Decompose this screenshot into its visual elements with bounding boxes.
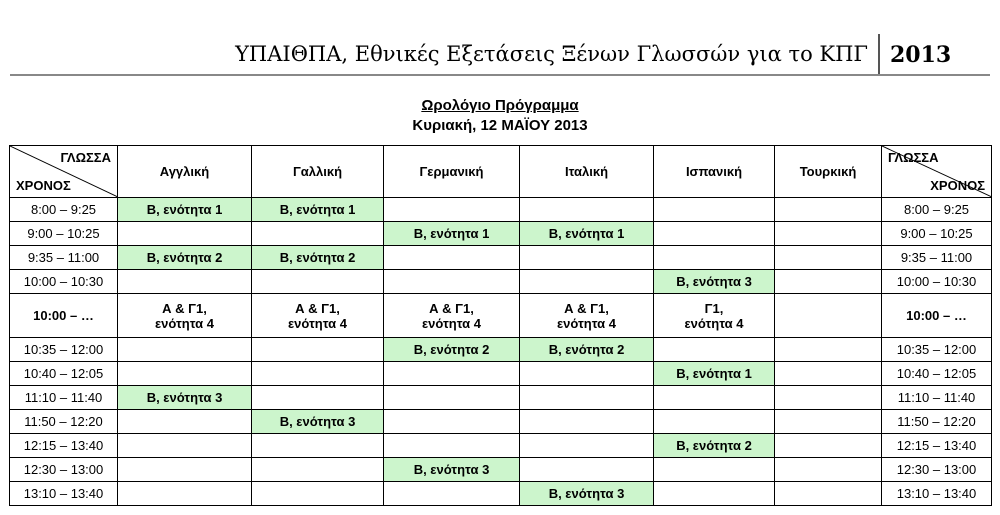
exam-cell: Β, ενότητα 2 (384, 338, 520, 362)
table-row (10, 198, 992, 222)
empty-cell (252, 386, 384, 410)
empty-cell (775, 362, 882, 386)
empty-cell (384, 434, 520, 458)
empty-cell (118, 410, 252, 434)
corner-time-label: ΧΡΟΝΟΣ (930, 178, 985, 193)
corner-cell-left (10, 146, 118, 198)
table-row (10, 294, 992, 338)
empty-cell (384, 198, 520, 222)
header-title: ΥΠΑΙΘΠΑ, Εθνικές Εξετάσεις Ξένων Γλωσσών για το ΚΠΓ (235, 42, 868, 66)
exam-cell: Β, ενότητα 2 (252, 246, 384, 270)
exam-cell: Β, ενότητα 2 (118, 246, 252, 270)
time-cell: 10:40 – 12:05 (10, 362, 118, 386)
corner-language-label: ΓΛΩΣΣΑ (888, 150, 939, 165)
time-cell: 13:10 – 13:40 (882, 482, 992, 506)
column-header: Γαλλική (252, 146, 384, 198)
column-header: Ισπανική (654, 146, 775, 198)
empty-cell (654, 246, 775, 270)
document-subtitle: Κυριακή, 12 ΜΑΪΟΥ 2013 (412, 117, 588, 134)
exam-cell: Β, ενότητα 3 (520, 482, 654, 506)
empty-cell (654, 222, 775, 246)
table-row (10, 246, 992, 270)
time-cell: 11:10 – 11:40 (882, 386, 992, 410)
time-cell: 8:00 – 9:25 (882, 198, 992, 222)
exam-cell: Β, ενότητα 3 (654, 270, 775, 294)
time-cell: 13:10 – 13:40 (10, 482, 118, 506)
time-cell: 8:00 – 9:25 (10, 198, 118, 222)
header-row (10, 146, 992, 198)
time-cell: 9:00 – 10:25 (882, 222, 992, 246)
corner-time-label: ΧΡΟΝΟΣ (16, 178, 71, 193)
empty-cell (252, 222, 384, 246)
empty-cell (252, 362, 384, 386)
empty-cell (775, 386, 882, 410)
header-year: 2013 (890, 42, 952, 68)
exam-cell: Β, ενότητα 2 (654, 434, 775, 458)
document-title: Ωρολόγιο Πρόγραμμα (421, 97, 579, 114)
table-row (10, 410, 992, 434)
exam-cell: Β, ενότητα 1 (384, 222, 520, 246)
empty-cell (252, 434, 384, 458)
empty-cell (118, 458, 252, 482)
empty-cell (654, 338, 775, 362)
exam-cell: Α & Γ1, ενότητα 4 (118, 294, 252, 338)
time-cell: 11:50 – 12:20 (10, 410, 118, 434)
empty-cell (520, 270, 654, 294)
empty-cell (654, 410, 775, 434)
time-cell: 12:30 – 13:00 (10, 458, 118, 482)
empty-cell (384, 362, 520, 386)
empty-cell (775, 458, 882, 482)
time-cell: 10:00 – 10:30 (882, 270, 992, 294)
table-row (10, 270, 992, 294)
empty-cell (775, 198, 882, 222)
empty-cell (118, 482, 252, 506)
exam-cell: Α & Γ1, ενότητα 4 (384, 294, 520, 338)
exam-cell: Β, ενότητα 3 (118, 386, 252, 410)
empty-cell (118, 270, 252, 294)
table-row (10, 434, 992, 458)
column-header: Αγγλική (118, 146, 252, 198)
empty-cell (775, 294, 882, 338)
time-cell: 9:35 – 11:00 (882, 246, 992, 270)
table-row (10, 386, 992, 410)
empty-cell (520, 362, 654, 386)
exam-cell: Β, ενότητα 1 (118, 198, 252, 222)
empty-cell (654, 386, 775, 410)
time-cell: 12:30 – 13:00 (882, 458, 992, 482)
exam-cell: Β, ενότητα 1 (520, 222, 654, 246)
time-cell: 10:00 – … (10, 294, 118, 338)
empty-cell (775, 338, 882, 362)
empty-cell (520, 410, 654, 434)
header-rule (10, 74, 990, 76)
empty-cell (654, 482, 775, 506)
time-cell: 10:40 – 12:05 (882, 362, 992, 386)
page-header (10, 34, 990, 76)
table-row (10, 222, 992, 246)
empty-cell (520, 434, 654, 458)
table-row (10, 338, 992, 362)
empty-cell (520, 198, 654, 222)
exam-cell: Γ1, ενότητα 4 (654, 294, 775, 338)
empty-cell (118, 222, 252, 246)
column-header: Γερμανική (384, 146, 520, 198)
exam-cell: Β, ενότητα 2 (520, 338, 654, 362)
empty-cell (118, 362, 252, 386)
empty-cell (775, 222, 882, 246)
empty-cell (118, 338, 252, 362)
empty-cell (252, 482, 384, 506)
empty-cell (520, 246, 654, 270)
table-row (10, 362, 992, 386)
exam-cell: Α & Γ1, ενότητα 4 (252, 294, 384, 338)
empty-cell (520, 458, 654, 482)
table-row (10, 458, 992, 482)
empty-cell (384, 410, 520, 434)
empty-cell (654, 458, 775, 482)
empty-cell (775, 270, 882, 294)
time-cell: 10:35 – 12:00 (10, 338, 118, 362)
empty-cell (520, 386, 654, 410)
time-cell: 12:15 – 13:40 (10, 434, 118, 458)
empty-cell (775, 410, 882, 434)
exam-cell: Β, ενότητα 1 (654, 362, 775, 386)
table-row (10, 482, 992, 506)
empty-cell (384, 270, 520, 294)
exam-cell: Β, ενότητα 3 (252, 410, 384, 434)
empty-cell (654, 198, 775, 222)
corner-language-label: ΓΛΩΣΣΑ (60, 150, 111, 165)
schedule-table (9, 145, 992, 506)
exam-cell: Β, ενότητα 1 (252, 198, 384, 222)
empty-cell (252, 338, 384, 362)
empty-cell (384, 482, 520, 506)
column-header: Τουρκική (775, 146, 882, 198)
time-cell: 10:00 – … (882, 294, 992, 338)
exam-cell: Β, ενότητα 3 (384, 458, 520, 482)
empty-cell (118, 434, 252, 458)
empty-cell (775, 434, 882, 458)
time-cell: 10:00 – 10:30 (10, 270, 118, 294)
time-cell: 10:35 – 12:00 (882, 338, 992, 362)
empty-cell (384, 246, 520, 270)
time-cell: 11:10 – 11:40 (10, 386, 118, 410)
empty-cell (775, 482, 882, 506)
time-cell: 12:15 – 13:40 (882, 434, 992, 458)
corner-cell-right (882, 146, 992, 198)
exam-cell: Α & Γ1, ενότητα 4 (520, 294, 654, 338)
time-cell: 9:35 – 11:00 (10, 246, 118, 270)
empty-cell (252, 458, 384, 482)
header-separator (878, 34, 880, 74)
empty-cell (252, 270, 384, 294)
column-header: Ιταλική (520, 146, 654, 198)
empty-cell (384, 386, 520, 410)
empty-cell (775, 246, 882, 270)
time-cell: 11:50 – 12:20 (882, 410, 992, 434)
time-cell: 9:00 – 10:25 (10, 222, 118, 246)
